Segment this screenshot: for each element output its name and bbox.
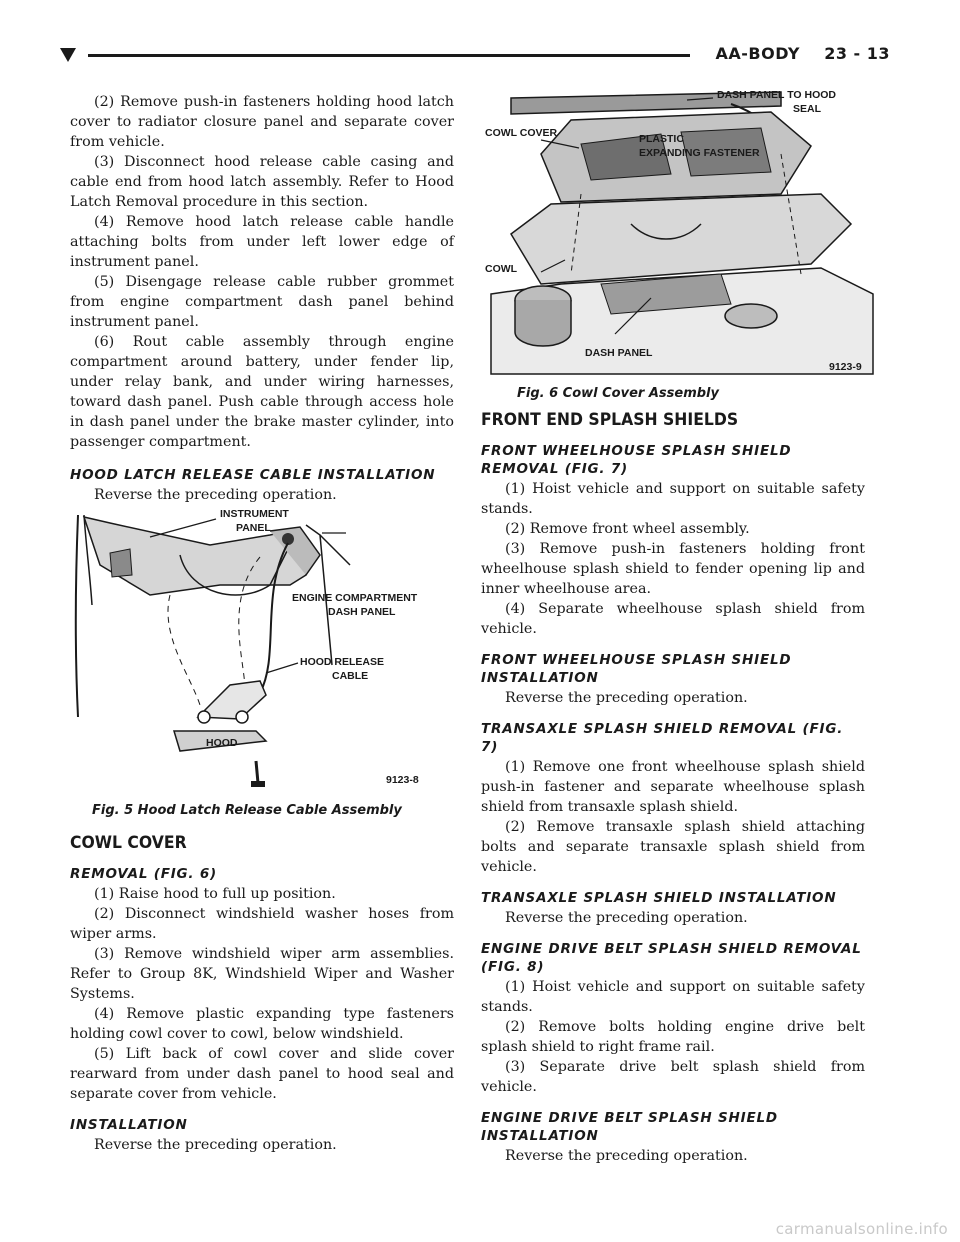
step-paragraph: (4) Remove hood latch release cable handle attaching bolts from under left lower edge of instrument panel. — [70, 214, 454, 270]
figure-5-caption: Fig. 5 Hood Latch Release Cable Assembly — [92, 803, 402, 818]
step-paragraph: (2) Remove bolts holding engine drive belt splash shield to right frame rail. — [481, 1019, 865, 1055]
subheading-wheelhouse-install: FRONT WHEELHOUSE SPLASH SHIELD INSTALLATION — [481, 652, 792, 686]
subheading-belt-removal: ENGINE DRIVE BELT SPLASH SHIELD REMOVAL (FIG. 8) — [481, 941, 862, 975]
heading-cowl-cover: COWL COVER — [70, 833, 187, 853]
figure-number: 9123-8 — [386, 774, 419, 786]
step-paragraph: Reverse the preceding operation. — [505, 1148, 748, 1164]
step-paragraph: (2) Disconnect windshield washer hoses from wiper arms. — [70, 906, 454, 942]
page-header — [48, 40, 890, 74]
label-plastic: PLASTIC — [639, 133, 684, 145]
watermark: carmanualsonline.info — [775, 1220, 948, 1238]
step-paragraph: Reverse the preceding operation. — [505, 910, 748, 926]
step-paragraph: (1) Hoist vehicle and support on suitable safety stands. — [481, 481, 865, 517]
subheading-belt-install: ENGINE DRIVE BELT SPLASH SHIELD INSTALLATION — [481, 1110, 778, 1144]
cowl-cover-illustration — [481, 84, 881, 384]
step-paragraph: (3) Remove windshield wiper arm assemblies. Refer to Group 8K, Windshield Wiper and Washer Systems. — [70, 946, 454, 1002]
label-panel: PANEL — [236, 522, 271, 534]
step-paragraph: (1) Raise hood to full up position. — [94, 886, 336, 902]
step-paragraph: (2) Remove front wheel assembly. — [505, 521, 750, 537]
figure-6-caption: Fig. 6 Cowl Cover Assembly — [517, 386, 719, 401]
figure-number: 9123-9 — [829, 361, 862, 373]
step-paragraph: Reverse the preceding operation. — [505, 690, 748, 706]
section-marker-icon — [60, 48, 76, 62]
subheading-latch-install: HOOD LATCH RELEASE CABLE INSTALLATION — [70, 467, 436, 483]
label-dash-panel: DASH PANEL — [585, 347, 653, 359]
header-rule — [88, 54, 690, 57]
label-expanding-fastener: EXPANDING FASTENER — [639, 147, 760, 159]
step-paragraph: (5) Lift back of cowl cover and slide cover rearward from under dash panel to hood seal and separate cover from vehicle. — [70, 1046, 454, 1102]
label-cable: CABLE — [332, 670, 369, 682]
step-paragraph: Reverse the preceding operation. — [94, 487, 337, 503]
step-paragraph: Reverse the preceding operation. — [94, 1137, 337, 1153]
heading-front-end-splash: FRONT END SPLASH SHIELDS — [481, 410, 739, 430]
right-column — [481, 84, 865, 1166]
section-title: AA-BODY — [715, 44, 800, 63]
running-head — [716, 44, 891, 63]
label-seal: SEAL — [793, 103, 822, 115]
step-paragraph: (3) Remove push-in fasteners holding front wheelhouse splash shield to fender opening lip and inner wheelhouse area. — [481, 541, 865, 597]
step-paragraph: (3) Disconnect hood release cable casing and cable end from hood latch assembly. Refer to Hood Latch Removal procedure in this section. — [70, 154, 454, 210]
page-number: 23 - 13 — [824, 44, 890, 63]
label-dash-panel: DASH PANEL — [328, 606, 396, 618]
step-paragraph: (4) Remove plastic expanding type fasteners holding cowl cover to cowl, below windshield. — [70, 1006, 454, 1042]
label-instrument: INSTRUMENT — [220, 508, 289, 520]
step-paragraph: (6) Rout cable assembly through engine compartment around battery, under fender lip, under relay bank, and under wiring harnesses, toward dash panel. Push cable through access hole in dash panel under the brake master cylinder, into passenger compartment. — [70, 334, 454, 450]
step-paragraph: (2) Remove push-in fasteners holding hood latch cover to radiator closure panel and separate cover from vehicle. — [70, 94, 454, 150]
label-cowl-cover: COWL COVER — [485, 127, 558, 139]
label-hood-release: HOOD RELEASE — [300, 656, 385, 668]
figure-5 — [70, 505, 454, 821]
step-paragraph: (5) Disengage release cable rubber grommet from engine compartment dash panel behind instrument panel. — [70, 274, 454, 330]
step-paragraph: (2) Remove transaxle splash shield attaching bolts and separate transaxle splash shield from vehicle. — [481, 819, 865, 875]
step-paragraph: (4) Separate wheelhouse splash shield from vehicle. — [481, 601, 865, 637]
subheading-cowl-install: INSTALLATION — [70, 1117, 188, 1133]
handle-text: HOOD — [206, 737, 238, 749]
figure-6 — [481, 84, 865, 404]
subheading-transaxle-removal: TRANSAXLE SPLASH SHIELD REMOVAL (FIG. 7) — [481, 721, 844, 755]
label-engine-compartment: ENGINE COMPARTMENT — [292, 592, 418, 604]
subheading-wheelhouse-removal: FRONT WHEELHOUSE SPLASH SHIELD REMOVAL (FIG. 7) — [481, 443, 792, 477]
step-paragraph: (1) Remove one front wheelhouse splash shield push-in fastener and separate wheelhouse splash shield from transaxle splash shield. — [481, 759, 865, 815]
step-paragraph: (3) Separate drive belt splash shield from vehicle. — [481, 1059, 865, 1095]
step-paragraph: (1) Hoist vehicle and support on suitable safety stands. — [481, 979, 865, 1015]
left-column — [70, 92, 454, 1155]
label-dash-to-hood: DASH PANEL TO HOOD — [717, 89, 837, 101]
label-cowl: COWL — [485, 263, 518, 275]
subheading-cowl-removal: REMOVAL (FIG. 6) — [70, 866, 218, 882]
subheading-transaxle-install: TRANSAXLE SPLASH SHIELD INSTALLATION — [481, 890, 837, 906]
hood-latch-cable-illustration — [70, 505, 454, 801]
